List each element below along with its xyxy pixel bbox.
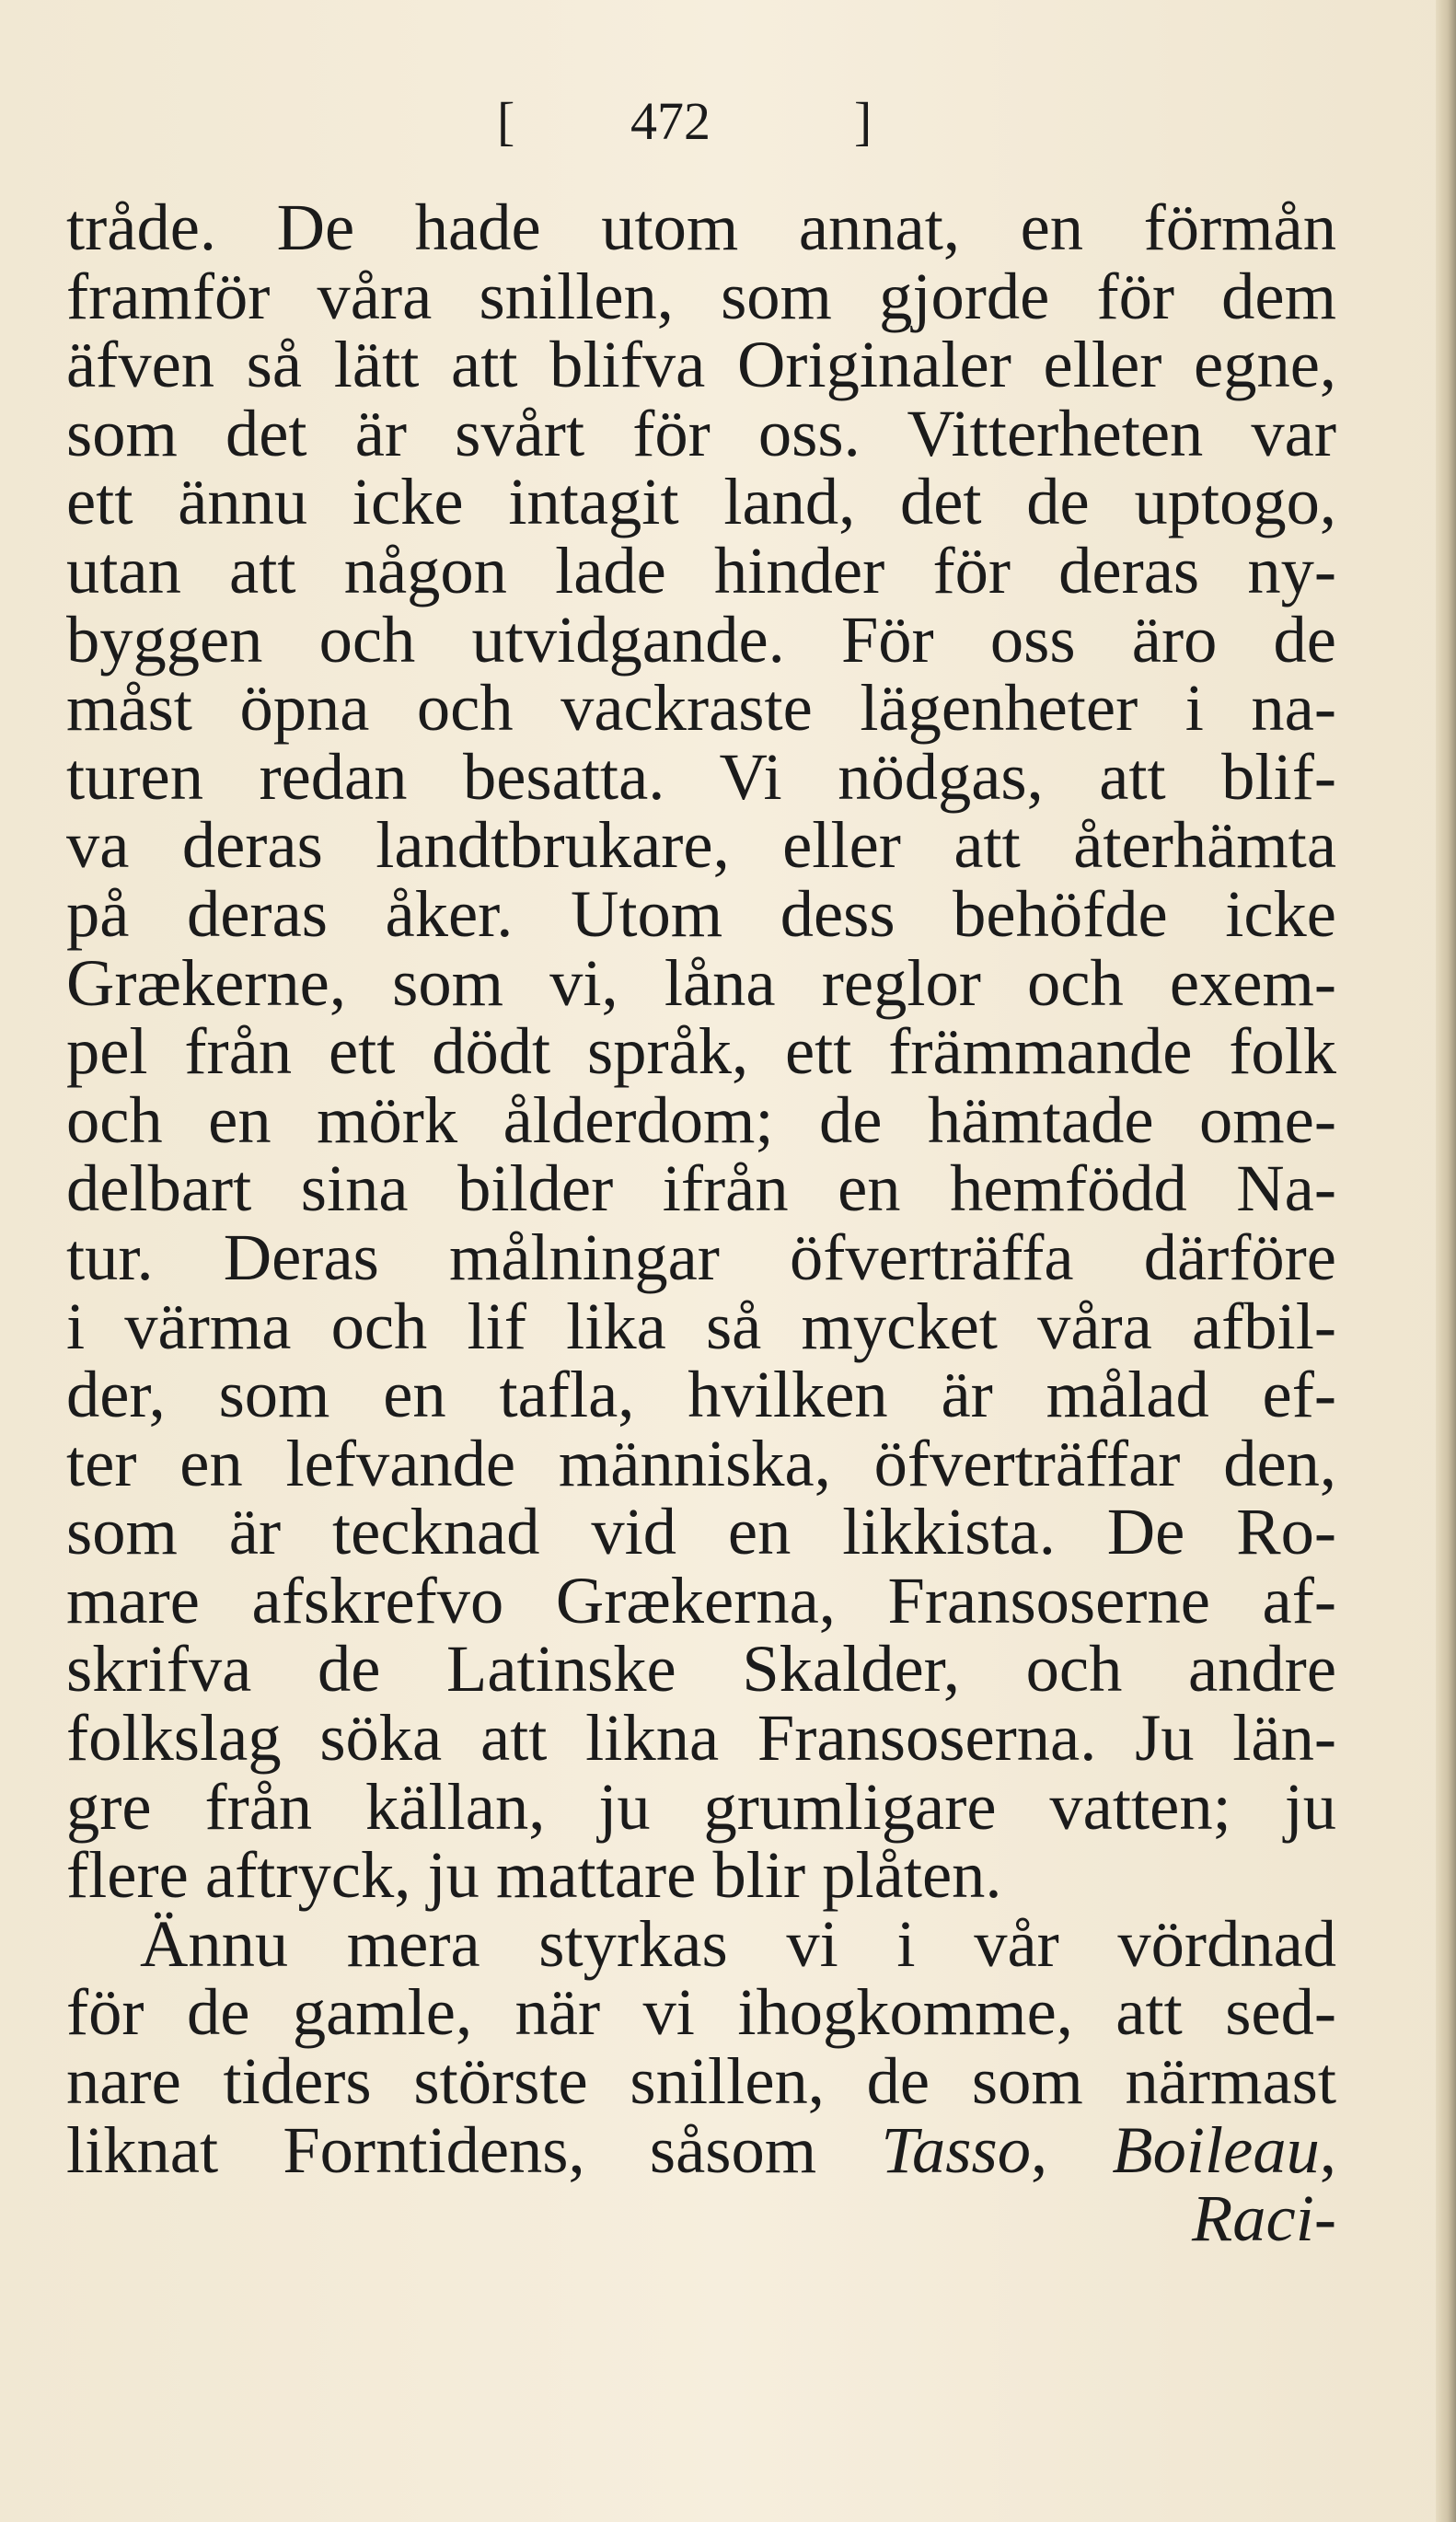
catchword: Raci- bbox=[1191, 2181, 1336, 2256]
text-line: på deras åker. Utom dess behöfde icke bbox=[66, 875, 1336, 951]
text-line: mare afskrefvo Grækerna, Fransoserne af- bbox=[66, 1562, 1336, 1637]
text-line: i värma och lif lika så mycket våra afbil- bbox=[66, 1288, 1336, 1363]
text-line: gre från källan, ju grumligare vatten; ju bbox=[66, 1768, 1336, 1844]
text-line: tråde. De hade utom annat, en förmån bbox=[66, 190, 1336, 264]
name-tasso: Tasso bbox=[881, 2111, 1031, 2187]
text-line-final bbox=[66, 2111, 1336, 2187]
text-line: Grækerne, som vi, låna reglor och exem- bbox=[66, 944, 1336, 1020]
final-line-suffix: , bbox=[1319, 2111, 1336, 2187]
text-line: utan att någon lade hinder för deras ny- bbox=[66, 532, 1336, 607]
name-boileau: Boileau bbox=[1112, 2111, 1320, 2187]
text-line: måst öpna och vackraste lägenheter i na- bbox=[66, 670, 1336, 746]
text-line: ter en lefvande människa, öfverträffar den, bbox=[66, 1425, 1336, 1500]
text-line: tur. Deras målningar öfverträffa därföre bbox=[66, 1219, 1336, 1294]
header-left-bracket: [ bbox=[497, 91, 515, 151]
text-line: nare tiders störste snillen, de som närmast bbox=[66, 2043, 1336, 2119]
header-right-bracket: ] bbox=[854, 91, 872, 151]
paragraph-first-line: Ännu mera styrkas vi i vår vördnad bbox=[140, 1905, 1336, 1981]
text-line: flere aftryck, ju mattare blir plåten. bbox=[66, 1837, 1002, 1913]
text-line: ett ännu icke intagit land, det de uptogo, bbox=[66, 464, 1336, 539]
text-line: der, som en tafla, hvilken är målad ef- bbox=[66, 1357, 1336, 1432]
page-edge bbox=[1436, 0, 1456, 2522]
text-line: framför våra snillen, som gjorde för dem bbox=[66, 258, 1336, 333]
final-line-prefix: liknat Forntidens, såsom bbox=[66, 2111, 882, 2187]
page-number: 472 bbox=[630, 91, 711, 151]
text-line: turen redan besatta. Vi nödgas, att blif- bbox=[66, 738, 1336, 814]
final-line-separator: , bbox=[1030, 2111, 1113, 2187]
text-line: och en mörk ålderdom; de hämtade ome- bbox=[66, 1082, 1336, 1157]
text-line: för de gamle, när vi ihogkomme, att sed- bbox=[66, 1974, 1336, 2050]
text-line: som är tecknad vid en likkista. De Ro- bbox=[66, 1494, 1336, 1569]
page-header bbox=[497, 85, 976, 158]
body-text bbox=[66, 190, 1336, 2256]
text-line: som det är svårt för oss. Vitterheten var bbox=[66, 395, 1336, 470]
text-line: va deras landtbrukare, eller att återhämta bbox=[66, 807, 1336, 883]
text-line: folkslag söka att likna Fransoserna. Ju län- bbox=[66, 1700, 1336, 1776]
text-line: delbart sina bilder ifrån en hemfödd Na- bbox=[66, 1151, 1336, 1226]
text-line: äfven så lätt att blifva Originaler eller egne, bbox=[66, 327, 1336, 402]
text-line: pel från ett dödt språk, ett främmande folk bbox=[66, 1013, 1336, 1089]
text-line: byggen och utvidgande. För oss äro de bbox=[66, 601, 1336, 677]
text-line: skrifva de Latinske Skalder, och andre bbox=[66, 1631, 1336, 1706]
